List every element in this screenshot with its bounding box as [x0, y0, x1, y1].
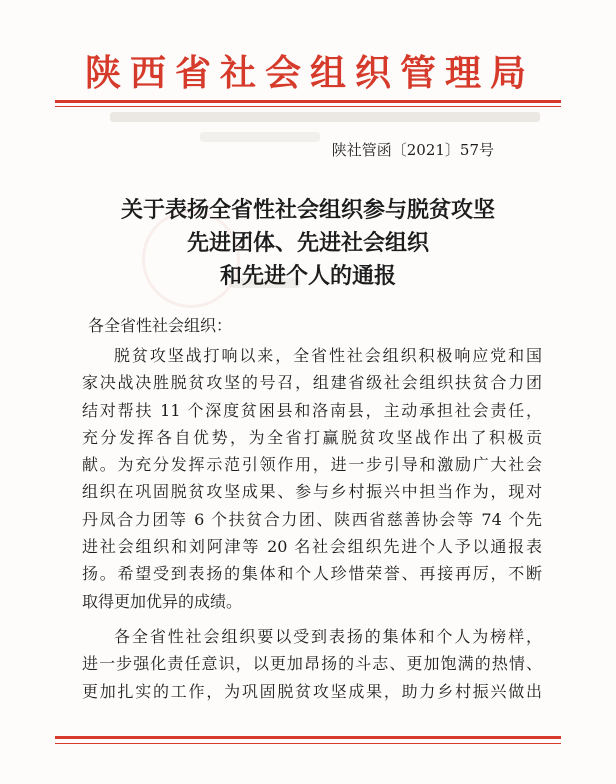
text-line: 充分发挥各自优势，为全省打赢脱贫攻坚战作出了积极贡: [82, 427, 542, 447]
text-line: 丹凤合力团等 6 个扶贫合力团、陕西省慈善协会等 74 个先: [82, 509, 542, 529]
text-line: 家决战决胜脱贫攻坚的号召，组建省级社会组织扶贫合力团: [82, 373, 542, 393]
header-red-rule-thick: [55, 100, 561, 103]
footer-red-rule-thin: [55, 743, 561, 744]
salutation: 各全省性社会组织：: [88, 316, 233, 335]
body-text: [82, 342, 542, 705]
text-line: 结对帮扶 11 个深度贫困县和洛南县，主动承担社会责任，: [82, 400, 542, 420]
text-line: 更加扎实的工作，为巩固脱贫攻坚成果，助力乡村振兴做出: [82, 681, 542, 701]
paragraph-spacer: [82, 615, 542, 623]
text-line: 各全省性社会组织要以受到表扬的集体和个人为榜样，: [114, 626, 542, 646]
bleed-through-text: [110, 112, 540, 122]
document-title: [60, 194, 556, 293]
footer-red-rule-thick: [55, 736, 561, 739]
title-line: 先进团体、先进社会组织: [186, 230, 429, 256]
paragraph-2: [82, 623, 542, 705]
document-number: 陕社管函〔2021〕57号: [331, 141, 494, 159]
bleed-through-text: [200, 132, 320, 142]
paragraph-1: [82, 342, 542, 615]
text-line: 进社会组织和刘阿津等 20 名社会组织先进个人予以通报表: [82, 537, 542, 557]
text-line: 献。为充分发挥示范引领作用，进一步引导和激励广大社会: [82, 455, 542, 475]
text-line: 组织在巩固脱贫攻坚成果、参与乡村振兴中担当作为，现对: [82, 482, 542, 502]
text-line: 取得更加优异的成绩。: [82, 591, 243, 611]
title-line: 关于表扬全省性社会组织参与脱贫攻坚: [120, 197, 495, 223]
text-line: 扬。希望受到表扬的集体和个人珍惜荣誉、再接再厉，不断: [82, 564, 542, 584]
issuing-authority-header: 陕西省社会组织管理局: [84, 53, 535, 94]
text-line: 进一步强化责任意识，以更加昂扬的斗志、更加饱满的热情、: [82, 654, 542, 674]
title-line: 和先进个人的通报: [219, 263, 396, 289]
header-red-rule-thin: [55, 106, 561, 107]
text-line: 脱贫攻坚战打响以来，全省性社会组织积极响应党和国: [114, 346, 542, 365]
